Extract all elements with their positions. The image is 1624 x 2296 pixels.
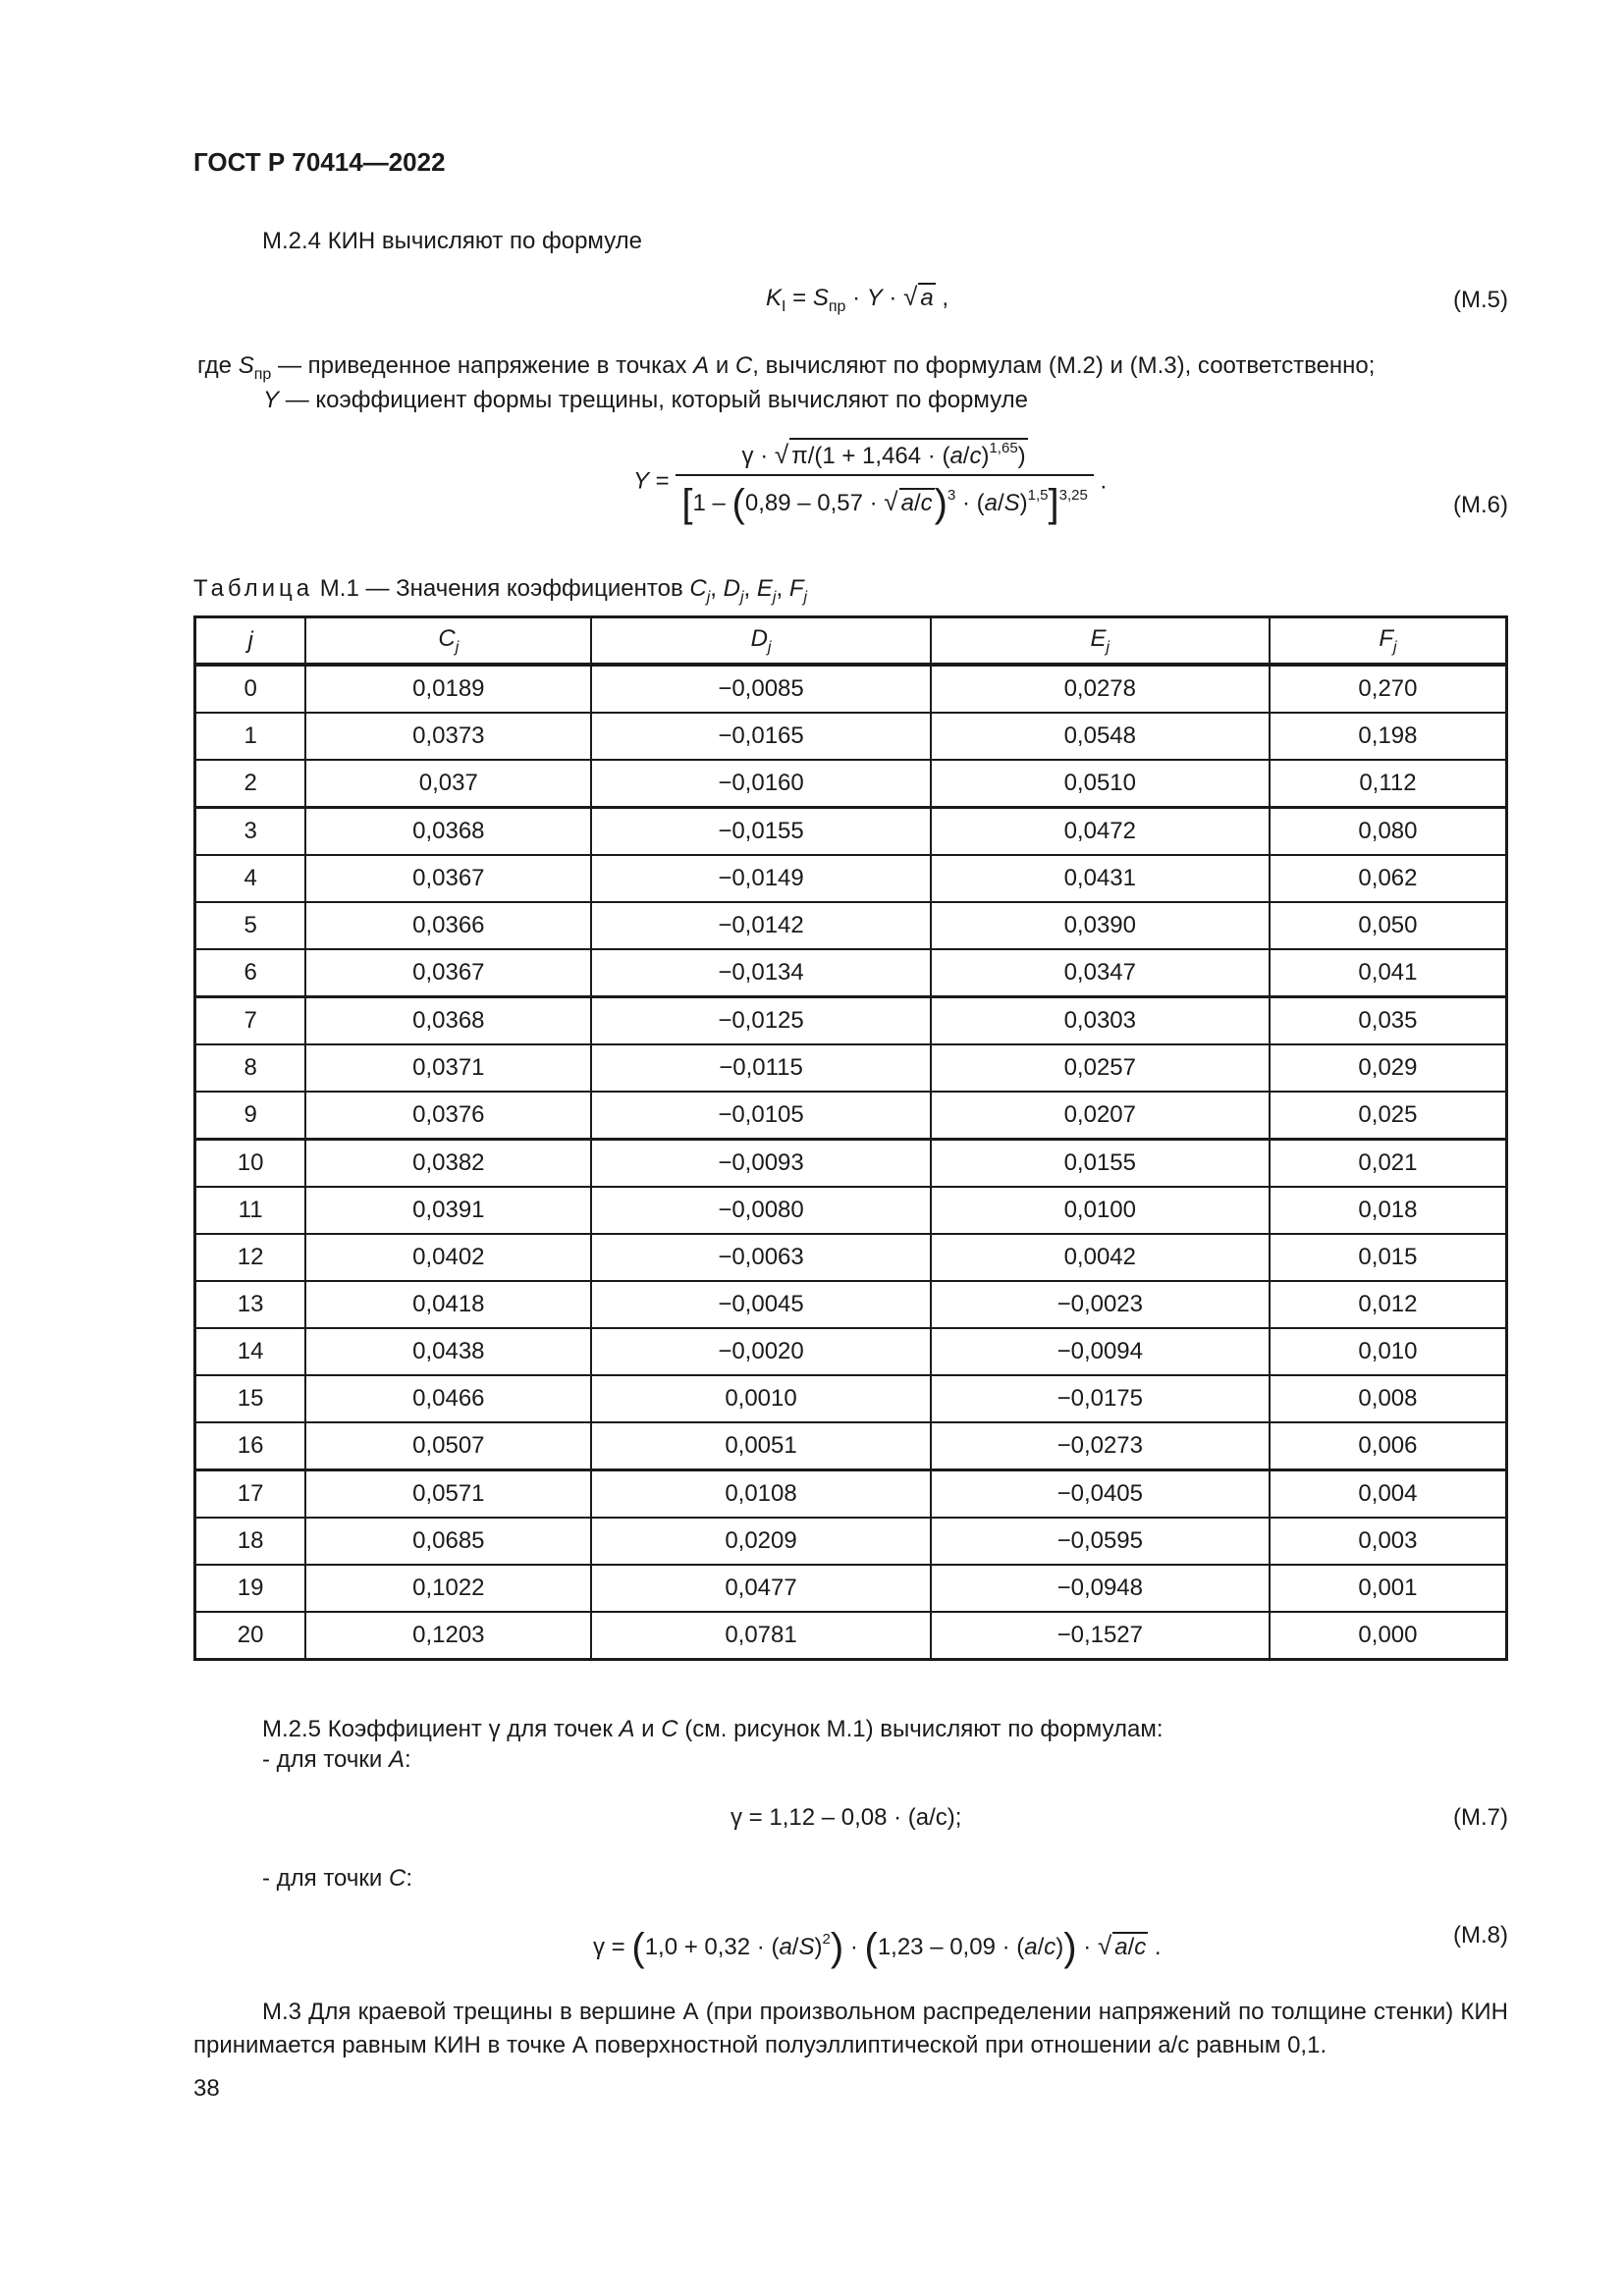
- m25-intro-tail: (см. рисунок М.1) вычисляют по формулам:: [684, 1716, 1164, 1742]
- table-row: [195, 1422, 1507, 1470]
- cell-c: 0,037: [305, 760, 591, 808]
- cell-j: 15: [195, 1375, 306, 1422]
- cell-d: −0,0020: [591, 1328, 930, 1375]
- formula-m6: Y = $\frac{\gamma \cdot √ \pi/(1 + 1,464 \cdot (a/c)^{1,65})}{[1 - (0,89 - 0,57 \cdot √ a/c)^3 \cdot (a/S)^{1,5}]^{3,25}}$ .: [633, 440, 1108, 525]
- cell-e: −0,0273: [931, 1422, 1270, 1470]
- cell-e: 0,0100: [931, 1187, 1270, 1234]
- cell-j: 16: [195, 1422, 306, 1470]
- cell-j: 3: [195, 808, 306, 856]
- cell-j: 11: [195, 1187, 306, 1234]
- cell-f: 0,008: [1270, 1375, 1507, 1422]
- cell-e: 0,0548: [931, 713, 1270, 760]
- table-row: [195, 665, 1507, 713]
- formula-m5: $K_I = S_{пр} \cdot Y$ · √ a ,: [766, 282, 949, 315]
- m25-intro-text: М.2.5 Коэффициент γ для точек: [262, 1716, 613, 1742]
- cell-f: 0,021: [1270, 1140, 1507, 1188]
- cell-c: 0,0368: [305, 808, 591, 856]
- table-row: [195, 855, 1507, 902]
- table-row: [195, 1328, 1507, 1375]
- definition-s: где $S_{пр}$ — приведенное напряжение в точках A и C, вычисляют по формулам (М.2) и (М.3), соответственно;: [197, 352, 1376, 383]
- cell-e: −0,0948: [931, 1565, 1270, 1612]
- cell-d: −0,0142: [591, 902, 930, 949]
- header-f: $F_j$: [1270, 617, 1507, 666]
- cell-c: 0,0366: [305, 902, 591, 949]
- cell-j: 9: [195, 1092, 306, 1140]
- cell-d: −0,0125: [591, 997, 930, 1045]
- header-d-label: D: [750, 624, 768, 652]
- cell-e: 0,0431: [931, 855, 1270, 902]
- cell-j: 4: [195, 855, 306, 902]
- header-j: [195, 617, 306, 666]
- cell-d: 0,0108: [591, 1470, 930, 1519]
- table-row: [195, 808, 1507, 856]
- document-header: ГОСТ Р 70414—2022: [193, 147, 446, 177]
- cell-c: 0,0466: [305, 1375, 591, 1422]
- cell-j: 13: [195, 1281, 306, 1328]
- cell-d: 0,0010: [591, 1375, 930, 1422]
- table-row: [195, 1092, 1507, 1140]
- header-f-label: F: [1379, 624, 1394, 652]
- cell-c: 0,0189: [305, 665, 591, 713]
- cell-j: 1: [195, 713, 306, 760]
- cell-f: 0,015: [1270, 1234, 1507, 1281]
- where-label: где: [197, 352, 233, 379]
- table-row: [195, 997, 1507, 1045]
- cell-f: 0,041: [1270, 949, 1507, 997]
- point-c-text: - для точки: [262, 1865, 383, 1892]
- table-row: [195, 1281, 1507, 1328]
- page-number: 38: [193, 2075, 220, 2102]
- cell-e: −0,0094: [931, 1328, 1270, 1375]
- cell-c: 0,0571: [305, 1470, 591, 1519]
- formula-m6-number: (М.6): [1453, 492, 1508, 518]
- table-row: [195, 1140, 1507, 1188]
- cell-d: −0,0085: [591, 665, 930, 713]
- cell-e: 0,0155: [931, 1140, 1270, 1188]
- point-a-label: - для точки A:: [262, 1746, 411, 1773]
- coefficients-table: [193, 615, 1508, 1661]
- cell-f: 0,112: [1270, 760, 1507, 808]
- cell-j: 14: [195, 1328, 306, 1375]
- cell-d: −0,0093: [591, 1140, 930, 1188]
- header-e-label: E: [1090, 624, 1107, 652]
- header-c-label: C: [438, 624, 456, 652]
- cell-c: 0,0367: [305, 855, 591, 902]
- cell-d: −0,0155: [591, 808, 930, 856]
- cell-f: 0,010: [1270, 1328, 1507, 1375]
- table-row: [195, 1187, 1507, 1234]
- cell-c: 0,0418: [305, 1281, 591, 1328]
- cell-d: −0,0063: [591, 1234, 930, 1281]
- table-caption: Таблица М.1 — Значения коэффициентов $C_j$, $D_j$, $E_j$, $F_j$: [193, 575, 808, 606]
- formula-m7-number: (М.7): [1453, 1804, 1508, 1831]
- table-row: [195, 1518, 1507, 1565]
- cell-d: 0,0477: [591, 1565, 930, 1612]
- cell-c: 0,1203: [305, 1612, 591, 1660]
- cell-f: 0,001: [1270, 1565, 1507, 1612]
- formula-m8: $\gamma = (1,0 + 0,32 \cdot (a/S)^2) \cdot (1,23 - 0,09 \cdot (a/c))$ · √ a/c .: [593, 1926, 1162, 1969]
- cell-e: −0,1527: [931, 1612, 1270, 1660]
- table-caption-prefix: Таблица: [193, 575, 314, 602]
- formula-m5-number: (М.5): [1453, 287, 1508, 313]
- header-c: $C_j$: [305, 617, 591, 666]
- cell-c: 0,0376: [305, 1092, 591, 1140]
- cell-e: 0,0510: [931, 760, 1270, 808]
- cell-d: −0,0149: [591, 855, 930, 902]
- cell-e: 0,0257: [931, 1044, 1270, 1092]
- cell-f: 0,012: [1270, 1281, 1507, 1328]
- cell-j: 2: [195, 760, 306, 808]
- cell-c: 0,0382: [305, 1140, 591, 1188]
- cell-f: 0,080: [1270, 808, 1507, 856]
- cell-j: 18: [195, 1518, 306, 1565]
- cell-e: −0,0405: [931, 1470, 1270, 1519]
- section-m25-intro: М.2.5 Коэффициент γ для точек A и C (см. рисунок М.1) вычисляют по формулам:: [262, 1716, 1164, 1742]
- cell-e: −0,0023: [931, 1281, 1270, 1328]
- cell-f: 0,003: [1270, 1518, 1507, 1565]
- cell-f: 0,006: [1270, 1422, 1507, 1470]
- point-a-text: - для точки: [262, 1746, 383, 1773]
- cell-c: 0,0367: [305, 949, 591, 997]
- table-row: [195, 1044, 1507, 1092]
- cell-f: 0,004: [1270, 1470, 1507, 1519]
- y-definition: — коэффициент формы трещины, который вычисляют по формуле: [285, 387, 1028, 413]
- cell-d: −0,0045: [591, 1281, 930, 1328]
- section-m24-intro: М.2.4 КИН вычисляют по формуле: [262, 228, 643, 254]
- cell-e: 0,0390: [931, 902, 1270, 949]
- s-definition: — приведенное напряжение в точках: [277, 352, 687, 379]
- header-j-label: j: [247, 626, 253, 654]
- table-row: [195, 713, 1507, 760]
- cell-d: 0,0209: [591, 1518, 930, 1565]
- cell-d: 0,0781: [591, 1612, 930, 1660]
- section-m3-text: М.3 Для краевой трещины в вершине А (при произвольном распределении напряжений по толщине стенки) КИН принимается равным КИН в точке А поверхностной полуэллиптической при отношении a/c равным 0,1.: [193, 1999, 1508, 2058]
- table-row: [195, 1565, 1507, 1612]
- cell-e: −0,0595: [931, 1518, 1270, 1565]
- formula-m8-number: (М.8): [1453, 1922, 1508, 1949]
- cell-c: 0,0507: [305, 1422, 591, 1470]
- cell-e: 0,0472: [931, 808, 1270, 856]
- cell-c: 0,0685: [305, 1518, 591, 1565]
- cell-d: 0,0051: [591, 1422, 930, 1470]
- cell-j: 7: [195, 997, 306, 1045]
- cell-f: 0,025: [1270, 1092, 1507, 1140]
- definition-y: Y — коэффициент формы трещины, который вычисляют по формуле: [263, 387, 1028, 413]
- table-row: [195, 1470, 1507, 1519]
- cell-f: 0,062: [1270, 855, 1507, 902]
- cell-j: 17: [195, 1470, 306, 1519]
- cell-d: −0,0160: [591, 760, 930, 808]
- cell-f: 0,270: [1270, 665, 1507, 713]
- formula-m7: γ = 1,12 – 0,08 · (a/c);: [731, 1804, 962, 1831]
- cell-j: 10: [195, 1140, 306, 1188]
- cell-c: 0,0402: [305, 1234, 591, 1281]
- cell-j: 12: [195, 1234, 306, 1281]
- cell-c: 0,0371: [305, 1044, 591, 1092]
- cell-f: 0,029: [1270, 1044, 1507, 1092]
- table-row: [195, 902, 1507, 949]
- cell-c: 0,0373: [305, 713, 591, 760]
- cell-e: 0,0347: [931, 949, 1270, 997]
- table-row: [195, 949, 1507, 997]
- cell-j: 0: [195, 665, 306, 713]
- table-row: [195, 1612, 1507, 1660]
- header-e: $E_j$: [931, 617, 1270, 666]
- cell-j: 8: [195, 1044, 306, 1092]
- cell-d: −0,0134: [591, 949, 930, 997]
- cell-d: −0,0165: [591, 713, 930, 760]
- cell-d: −0,0115: [591, 1044, 930, 1092]
- cell-j: 20: [195, 1612, 306, 1660]
- header-d: $D_j$: [591, 617, 930, 666]
- table-row: [195, 760, 1507, 808]
- cell-c: 0,0391: [305, 1187, 591, 1234]
- s-definition-tail: , вычисляют по формулам (М.2) и (М.3), соответственно;: [752, 352, 1376, 379]
- cell-c: 0,0368: [305, 997, 591, 1045]
- cell-e: 0,0278: [931, 665, 1270, 713]
- cell-e: −0,0175: [931, 1375, 1270, 1422]
- cell-f: 0,000: [1270, 1612, 1507, 1660]
- cell-j: 6: [195, 949, 306, 997]
- table-row: [195, 1375, 1507, 1422]
- cell-f: 0,198: [1270, 713, 1507, 760]
- cell-f: 0,050: [1270, 902, 1507, 949]
- point-c-label: - для точки C:: [262, 1865, 412, 1892]
- table-caption-text: М.1 — Значения коэффициентов: [319, 575, 683, 602]
- cell-f: 0,018: [1270, 1187, 1507, 1234]
- cell-j: 5: [195, 902, 306, 949]
- cell-e: 0,0207: [931, 1092, 1270, 1140]
- cell-c: 0,0438: [305, 1328, 591, 1375]
- cell-j: 19: [195, 1565, 306, 1612]
- cell-f: 0,035: [1270, 997, 1507, 1045]
- table-header-row: [195, 617, 1507, 666]
- cell-d: −0,0080: [591, 1187, 930, 1234]
- cell-d: −0,0105: [591, 1092, 930, 1140]
- cell-e: 0,0303: [931, 997, 1270, 1045]
- table-row: [195, 1234, 1507, 1281]
- cell-e: 0,0042: [931, 1234, 1270, 1281]
- cell-c: 0,1022: [305, 1565, 591, 1612]
